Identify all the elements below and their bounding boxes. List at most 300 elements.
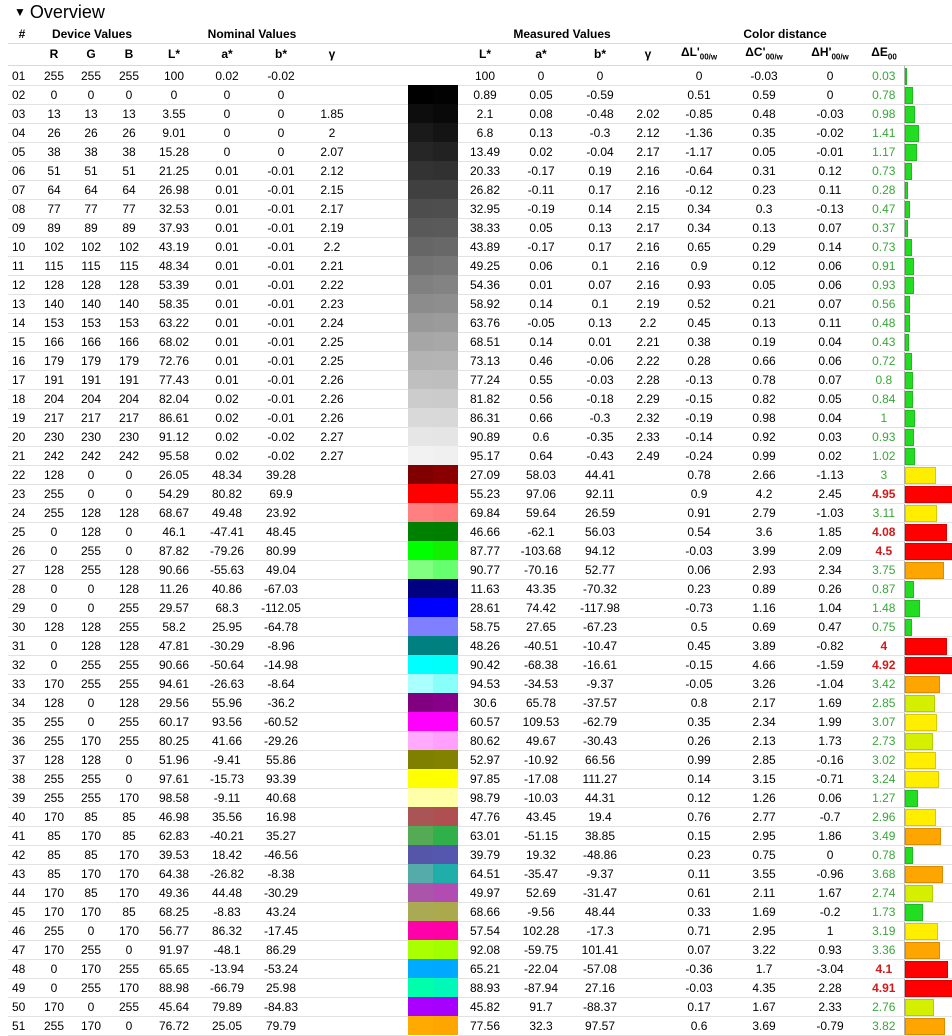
device-r: 0 bbox=[36, 541, 72, 560]
table-row bbox=[8, 769, 952, 788]
overview-heading[interactable] bbox=[0, 0, 952, 26]
measured-l: 63.01 bbox=[458, 826, 512, 845]
device-r: 179 bbox=[36, 351, 72, 370]
spacer bbox=[356, 750, 408, 769]
measured-a: 43.45 bbox=[512, 807, 570, 826]
swatch-measured bbox=[433, 256, 458, 275]
spacer bbox=[356, 712, 408, 731]
row-number: 48 bbox=[8, 959, 36, 978]
delta-l: 0.91 bbox=[666, 503, 732, 522]
color-swatch bbox=[408, 788, 458, 807]
nominal-l: 9.01 bbox=[148, 123, 200, 142]
nominal-b: 86.29 bbox=[254, 940, 308, 959]
swatch-nominal bbox=[408, 123, 433, 142]
delta-h: 0.07 bbox=[796, 218, 864, 237]
delta-e-bar-fill bbox=[905, 638, 947, 655]
device-b: 13 bbox=[110, 104, 148, 123]
nominal-a: 25.95 bbox=[200, 617, 254, 636]
measured-b: 0.1 bbox=[570, 256, 630, 275]
delta-e-bar bbox=[904, 978, 952, 997]
delta-c: 1.26 bbox=[732, 788, 796, 807]
delta-e-bar-fill bbox=[905, 220, 909, 237]
nominal-l: 46.1 bbox=[148, 522, 200, 541]
nominal-a: 55.96 bbox=[200, 693, 254, 712]
delta-e: 1.17 bbox=[864, 142, 904, 161]
delta-e-bar bbox=[904, 218, 952, 237]
nominal-a: 49.48 bbox=[200, 503, 254, 522]
delta-e: 0.47 bbox=[864, 199, 904, 218]
swatch-measured bbox=[433, 161, 458, 180]
measured-a: 0.14 bbox=[512, 294, 570, 313]
delta-e-bar-fill bbox=[905, 885, 934, 902]
color-swatch bbox=[408, 142, 458, 161]
delta-e-bar-fill bbox=[905, 676, 941, 693]
nominal-gamma bbox=[308, 1016, 356, 1035]
color-swatch bbox=[408, 826, 458, 845]
measured-b: 0.17 bbox=[570, 180, 630, 199]
delta-e: 2.96 bbox=[864, 807, 904, 826]
swatch-measured bbox=[433, 142, 458, 161]
measured-l: 27.09 bbox=[458, 465, 512, 484]
measured-b: -0.3 bbox=[570, 408, 630, 427]
row-number: 14 bbox=[8, 313, 36, 332]
measured-gamma: 2.12 bbox=[630, 123, 666, 142]
swatch-nominal bbox=[408, 294, 433, 313]
delta-h: 0.11 bbox=[796, 180, 864, 199]
nominal-gamma bbox=[308, 864, 356, 883]
device-g: 170 bbox=[72, 1016, 110, 1035]
nominal-a: 0.02 bbox=[200, 446, 254, 465]
device-g: 85 bbox=[72, 807, 110, 826]
nominal-gamma: 2.26 bbox=[308, 408, 356, 427]
device-r: 255 bbox=[36, 788, 72, 807]
device-r: 170 bbox=[36, 807, 72, 826]
measured-l: 87.77 bbox=[458, 541, 512, 560]
device-r: 85 bbox=[36, 845, 72, 864]
delta-e: 3.24 bbox=[864, 769, 904, 788]
delta-l: 0.23 bbox=[666, 579, 732, 598]
delta-e-bar bbox=[904, 636, 952, 655]
nominal-gamma bbox=[308, 883, 356, 902]
delta-c: 2.13 bbox=[732, 731, 796, 750]
color-swatch bbox=[408, 370, 458, 389]
spacer bbox=[356, 636, 408, 655]
measured-a: 0.46 bbox=[512, 351, 570, 370]
delta-e-bar-fill bbox=[905, 942, 940, 959]
nominal-a: -47.41 bbox=[200, 522, 254, 541]
device-r: 0 bbox=[36, 579, 72, 598]
delta-e-bar-fill bbox=[905, 714, 937, 731]
measured-l: 48.26 bbox=[458, 636, 512, 655]
swatch bbox=[408, 731, 458, 750]
delta-e-bar bbox=[904, 864, 952, 883]
nominal-a: 0.01 bbox=[200, 218, 254, 237]
delta-e: 3.36 bbox=[864, 940, 904, 959]
delta-e: 0.93 bbox=[864, 275, 904, 294]
measured-l: 100 bbox=[458, 66, 512, 85]
device-b: 0 bbox=[110, 769, 148, 788]
nominal-gamma: 2.27 bbox=[308, 446, 356, 465]
delta-e-bar bbox=[904, 845, 952, 864]
device-g: 85 bbox=[72, 883, 110, 902]
nominal-l: 68.02 bbox=[148, 332, 200, 351]
delta-e-bar bbox=[904, 693, 952, 712]
row-number: 27 bbox=[8, 560, 36, 579]
table-row bbox=[8, 959, 952, 978]
table-row bbox=[8, 826, 952, 845]
delta-e-bar-fill bbox=[905, 657, 952, 674]
color-swatch bbox=[408, 617, 458, 636]
row-number: 28 bbox=[8, 579, 36, 598]
swatch bbox=[408, 674, 458, 693]
table-row bbox=[8, 389, 952, 408]
header-spacer bbox=[356, 26, 408, 44]
swatch bbox=[408, 1016, 458, 1035]
swatch-nominal bbox=[408, 712, 433, 731]
measured-b: 26.59 bbox=[570, 503, 630, 522]
measured-l: 90.89 bbox=[458, 427, 512, 446]
device-g: 0 bbox=[72, 484, 110, 503]
table-row bbox=[8, 427, 952, 446]
device-g: 166 bbox=[72, 332, 110, 351]
row-number: 09 bbox=[8, 218, 36, 237]
measured-l: 63.76 bbox=[458, 313, 512, 332]
device-r: 242 bbox=[36, 446, 72, 465]
delta-c: 3.99 bbox=[732, 541, 796, 560]
delta-e-bar bbox=[904, 370, 952, 389]
measured-a: -51.15 bbox=[512, 826, 570, 845]
delta-e-bar-fill bbox=[905, 410, 916, 427]
color-swatch bbox=[408, 693, 458, 712]
measured-gamma: 2.2 bbox=[630, 313, 666, 332]
nominal-a: 41.66 bbox=[200, 731, 254, 750]
delta-l: -0.14 bbox=[666, 427, 732, 446]
measured-gamma bbox=[630, 579, 666, 598]
measured-a: -40.51 bbox=[512, 636, 570, 655]
measured-a: 65.78 bbox=[512, 693, 570, 712]
device-b: 85 bbox=[110, 807, 148, 826]
measured-l: 98.79 bbox=[458, 788, 512, 807]
device-b: 26 bbox=[110, 123, 148, 142]
measured-a: 0.14 bbox=[512, 332, 570, 351]
row-number: 45 bbox=[8, 902, 36, 921]
swatch bbox=[408, 446, 458, 465]
nominal-gamma: 2.27 bbox=[308, 427, 356, 446]
color-swatch bbox=[408, 731, 458, 750]
delta-e-bar-fill bbox=[905, 505, 938, 522]
device-b: 255 bbox=[110, 66, 148, 85]
delta-l: 0.52 bbox=[666, 294, 732, 313]
delta-e-bar-fill bbox=[905, 790, 918, 807]
swatch-nominal bbox=[408, 199, 433, 218]
delta-l: 0.9 bbox=[666, 484, 732, 503]
delta-e: 0.73 bbox=[864, 161, 904, 180]
delta-e: 3.19 bbox=[864, 921, 904, 940]
measured-gamma bbox=[630, 940, 666, 959]
device-r: 191 bbox=[36, 370, 72, 389]
delta-c: 4.66 bbox=[732, 655, 796, 674]
device-g: 170 bbox=[72, 826, 110, 845]
delta-e: 3.68 bbox=[864, 864, 904, 883]
spacer bbox=[356, 902, 408, 921]
triangle-down-icon[interactable]: ▼ bbox=[14, 5, 26, 19]
swatch-nominal bbox=[408, 256, 433, 275]
delta-c: 0.12 bbox=[732, 256, 796, 275]
measured-a: 52.69 bbox=[512, 883, 570, 902]
swatch-nominal bbox=[408, 864, 433, 883]
swatch-measured bbox=[433, 104, 458, 123]
table-row bbox=[8, 465, 952, 484]
swatch-measured bbox=[433, 997, 458, 1016]
spacer bbox=[356, 883, 408, 902]
measured-b: 0.19 bbox=[570, 161, 630, 180]
nominal-b: 69.9 bbox=[254, 484, 308, 503]
delta-e: 1.02 bbox=[864, 446, 904, 465]
swatch-measured bbox=[433, 769, 458, 788]
measured-gamma: 2.49 bbox=[630, 446, 666, 465]
measured-l: 45.82 bbox=[458, 997, 512, 1016]
delta-l: 0.8 bbox=[666, 693, 732, 712]
nominal-l: 90.66 bbox=[148, 655, 200, 674]
swatch bbox=[408, 921, 458, 940]
device-r: 217 bbox=[36, 408, 72, 427]
nominal-a: 93.56 bbox=[200, 712, 254, 731]
swatch-measured bbox=[433, 902, 458, 921]
measured-l: 58.75 bbox=[458, 617, 512, 636]
delta-e: 4.1 bbox=[864, 959, 904, 978]
delta-h: 0.05 bbox=[796, 389, 864, 408]
swatch bbox=[408, 579, 458, 598]
delta-e-bar-fill bbox=[905, 923, 938, 940]
table-row bbox=[8, 541, 952, 560]
device-g: 255 bbox=[72, 541, 110, 560]
swatch-nominal bbox=[408, 788, 433, 807]
delta-h: 0.12 bbox=[796, 161, 864, 180]
group-measured-values: Measured Values bbox=[458, 26, 666, 44]
delta-e-bar bbox=[904, 807, 952, 826]
delta-e-bar-fill bbox=[905, 448, 916, 465]
color-swatch bbox=[408, 769, 458, 788]
device-b: 0 bbox=[110, 522, 148, 541]
swatch bbox=[408, 332, 458, 351]
spacer bbox=[356, 465, 408, 484]
group-device-values: Device Values bbox=[36, 26, 148, 44]
measured-l: 65.21 bbox=[458, 959, 512, 978]
measured-a: -35.47 bbox=[512, 864, 570, 883]
device-g: 77 bbox=[72, 199, 110, 218]
measured-b: 0.14 bbox=[570, 199, 630, 218]
swatch-nominal bbox=[408, 940, 433, 959]
nominal-l: 100 bbox=[148, 66, 200, 85]
color-swatch bbox=[408, 921, 458, 940]
swatch-nominal bbox=[408, 237, 433, 256]
swatch-measured bbox=[433, 617, 458, 636]
swatch-measured bbox=[433, 465, 458, 484]
swatch-nominal bbox=[408, 275, 433, 294]
nominal-gamma: 2.24 bbox=[308, 313, 356, 332]
nominal-l: 29.57 bbox=[148, 598, 200, 617]
nominal-b: 25.98 bbox=[254, 978, 308, 997]
measured-a: 0.56 bbox=[512, 389, 570, 408]
swatch bbox=[408, 389, 458, 408]
nominal-b: -0.01 bbox=[254, 275, 308, 294]
delta-c: 0.19 bbox=[732, 332, 796, 351]
nominal-b: -46.56 bbox=[254, 845, 308, 864]
measured-gamma bbox=[630, 902, 666, 921]
swatch-nominal bbox=[408, 503, 433, 522]
spacer bbox=[356, 940, 408, 959]
delta-e-bar-fill bbox=[905, 999, 934, 1016]
row-number: 10 bbox=[8, 237, 36, 256]
swatch-measured bbox=[433, 313, 458, 332]
delta-e-bar-fill bbox=[905, 201, 910, 218]
delta-e-bar bbox=[904, 294, 952, 313]
swatch-measured bbox=[433, 978, 458, 997]
nominal-l: 47.81 bbox=[148, 636, 200, 655]
delta-e-bar bbox=[904, 351, 952, 370]
delta-e-bar-fill bbox=[905, 524, 948, 541]
delta-e-bar bbox=[904, 940, 952, 959]
nominal-a: -50.64 bbox=[200, 655, 254, 674]
device-b: 85 bbox=[110, 826, 148, 845]
swatch bbox=[408, 408, 458, 427]
nominal-a: 0.01 bbox=[200, 294, 254, 313]
swatch bbox=[408, 788, 458, 807]
delta-e: 4.08 bbox=[864, 522, 904, 541]
measured-b: -0.59 bbox=[570, 85, 630, 104]
row-number: 06 bbox=[8, 161, 36, 180]
color-swatch bbox=[408, 845, 458, 864]
device-g: 64 bbox=[72, 180, 110, 199]
device-g: 0 bbox=[72, 598, 110, 617]
measured-gamma bbox=[630, 731, 666, 750]
device-g: 230 bbox=[72, 427, 110, 446]
measured-b: -0.3 bbox=[570, 123, 630, 142]
color-swatch bbox=[408, 978, 458, 997]
device-b: 170 bbox=[110, 978, 148, 997]
nominal-gamma: 2.17 bbox=[308, 199, 356, 218]
nominal-b: 79.79 bbox=[254, 1016, 308, 1035]
swatch bbox=[408, 370, 458, 389]
delta-l: 0.65 bbox=[666, 237, 732, 256]
measured-b: -9.37 bbox=[570, 674, 630, 693]
delta-h: 0.06 bbox=[796, 788, 864, 807]
measured-b: -0.18 bbox=[570, 389, 630, 408]
device-b: 170 bbox=[110, 845, 148, 864]
delta-h: -1.59 bbox=[796, 655, 864, 674]
swatch-measured bbox=[433, 959, 458, 978]
measured-gamma bbox=[630, 712, 666, 731]
delta-e-bar bbox=[904, 332, 952, 351]
table-row bbox=[8, 579, 952, 598]
delta-h: -3.04 bbox=[796, 959, 864, 978]
swatch-nominal bbox=[408, 389, 433, 408]
measured-l: 94.53 bbox=[458, 674, 512, 693]
measured-l: 86.31 bbox=[458, 408, 512, 427]
delta-e: 4.95 bbox=[864, 484, 904, 503]
swatch-nominal bbox=[408, 104, 433, 123]
measured-b: -88.37 bbox=[570, 997, 630, 1016]
color-swatch bbox=[408, 959, 458, 978]
delta-l: 0.45 bbox=[666, 636, 732, 655]
delta-l: 0.12 bbox=[666, 788, 732, 807]
measured-l: 28.61 bbox=[458, 598, 512, 617]
swatch bbox=[408, 180, 458, 199]
color-swatch bbox=[408, 712, 458, 731]
row-number: 04 bbox=[8, 123, 36, 142]
device-r: 140 bbox=[36, 294, 72, 313]
spacer bbox=[356, 275, 408, 294]
table-row bbox=[8, 218, 952, 237]
table-row bbox=[8, 161, 952, 180]
measured-b: -37.57 bbox=[570, 693, 630, 712]
device-r: 170 bbox=[36, 883, 72, 902]
delta-h: -1.13 bbox=[796, 465, 864, 484]
measured-b: 52.77 bbox=[570, 560, 630, 579]
measured-a: -22.04 bbox=[512, 959, 570, 978]
measured-l: 60.57 bbox=[458, 712, 512, 731]
delta-e-bar-fill bbox=[905, 182, 908, 199]
nominal-b: -17.45 bbox=[254, 921, 308, 940]
measured-gamma: 2.32 bbox=[630, 408, 666, 427]
color-swatch bbox=[408, 522, 458, 541]
swatch bbox=[408, 997, 458, 1016]
nominal-b: -84.83 bbox=[254, 997, 308, 1016]
device-r: 170 bbox=[36, 902, 72, 921]
nominal-a: 25.05 bbox=[200, 1016, 254, 1035]
spacer bbox=[356, 788, 408, 807]
device-r: 255 bbox=[36, 66, 72, 85]
delta-e: 0.03 bbox=[864, 66, 904, 85]
delta-c: 3.69 bbox=[732, 1016, 796, 1035]
measured-a: 74.42 bbox=[512, 598, 570, 617]
measured-a: -59.75 bbox=[512, 940, 570, 959]
measured-l: 0.89 bbox=[458, 85, 512, 104]
delta-e-bar-fill bbox=[905, 87, 913, 104]
swatch bbox=[408, 522, 458, 541]
nominal-l: 91.97 bbox=[148, 940, 200, 959]
delta-h: -0.82 bbox=[796, 636, 864, 655]
delta-e: 0.91 bbox=[864, 256, 904, 275]
delta-h: 1.85 bbox=[796, 522, 864, 541]
measured-l: 11.63 bbox=[458, 579, 512, 598]
nominal-gamma bbox=[308, 503, 356, 522]
measured-a: -34.53 bbox=[512, 674, 570, 693]
measured-gamma bbox=[630, 750, 666, 769]
nominal-l: 51.96 bbox=[148, 750, 200, 769]
nominal-gamma bbox=[308, 598, 356, 617]
table-row bbox=[8, 446, 952, 465]
swatch-measured bbox=[433, 199, 458, 218]
delta-e-bar-fill bbox=[905, 277, 915, 294]
row-number: 02 bbox=[8, 85, 36, 104]
device-r: 102 bbox=[36, 237, 72, 256]
delta-h: 2.33 bbox=[796, 997, 864, 1016]
measured-a: 109.53 bbox=[512, 712, 570, 731]
row-number: 16 bbox=[8, 351, 36, 370]
measured-gamma bbox=[630, 636, 666, 655]
color-swatch bbox=[408, 484, 458, 503]
swatch bbox=[408, 294, 458, 313]
nominal-gamma bbox=[308, 693, 356, 712]
row-number: 29 bbox=[8, 598, 36, 617]
spacer bbox=[356, 579, 408, 598]
measured-gamma bbox=[630, 598, 666, 617]
spacer bbox=[356, 370, 408, 389]
delta-e-bar bbox=[904, 617, 952, 636]
nominal-l: 0 bbox=[148, 85, 200, 104]
nominal-a: 40.86 bbox=[200, 579, 254, 598]
